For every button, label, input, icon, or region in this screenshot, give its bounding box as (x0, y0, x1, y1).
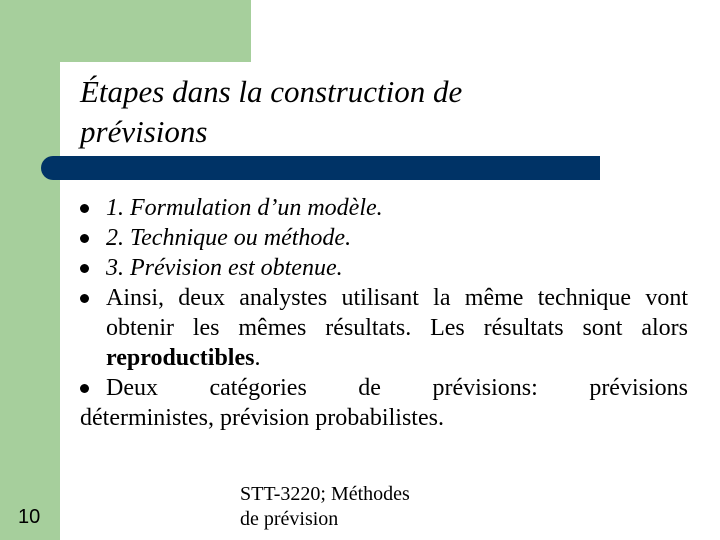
bullet-item-4 (80, 283, 688, 373)
bullet-dot-icon (80, 264, 89, 273)
footer-line-2: de prévision (240, 508, 339, 530)
bullet-item-3 (80, 253, 688, 283)
bullet-item-5 (80, 373, 688, 433)
page-number: 10 (18, 506, 41, 528)
bullet-5-word: prévisions: (432, 375, 538, 401)
bullet-dot-icon (80, 294, 89, 303)
green-header-block (0, 0, 251, 62)
bullet-text-4-bold: reproductibles (106, 345, 255, 371)
slide-title (80, 72, 640, 152)
footer-text (240, 482, 410, 532)
bullet-5-first-line (106, 373, 688, 403)
footer-line-1: STT-3220; Méthodes (240, 483, 410, 505)
bullet-dot-icon (80, 234, 89, 243)
green-sidebar (0, 0, 60, 540)
bullet-text-3: 3. Prévision est obtenue. (106, 255, 343, 281)
bullet-list (80, 193, 688, 433)
bullet-item-2 (80, 223, 688, 253)
bullet-text-4-end: . (254, 345, 261, 371)
title-divider-bar (41, 156, 600, 180)
bullet-item-1 (80, 193, 688, 223)
title-line-1: Étapes dans la construction de (80, 74, 463, 109)
bullet-5-word: prévisions (589, 375, 688, 401)
bullet-dot-icon (80, 384, 89, 393)
bullet-text-1: 1. Formulation d’un modèle. (106, 195, 383, 221)
title-line-2: prévisions (80, 114, 208, 149)
bullet-5-second-line: déterministes, prévision probabilistes. (80, 405, 444, 431)
bullet-text-2: 2. Technique ou méthode. (106, 225, 352, 251)
bullet-5-word: de (358, 375, 381, 401)
bullet-text-4: Ainsi, deux analystes utilisant la même technique vont obtenir les mêmes résultats. Les résultats sont alors (106, 285, 688, 341)
bullet-dot-icon (80, 204, 89, 213)
bullet-5-word: Deux (106, 375, 158, 401)
bullet-5-word: catégories (209, 375, 307, 401)
